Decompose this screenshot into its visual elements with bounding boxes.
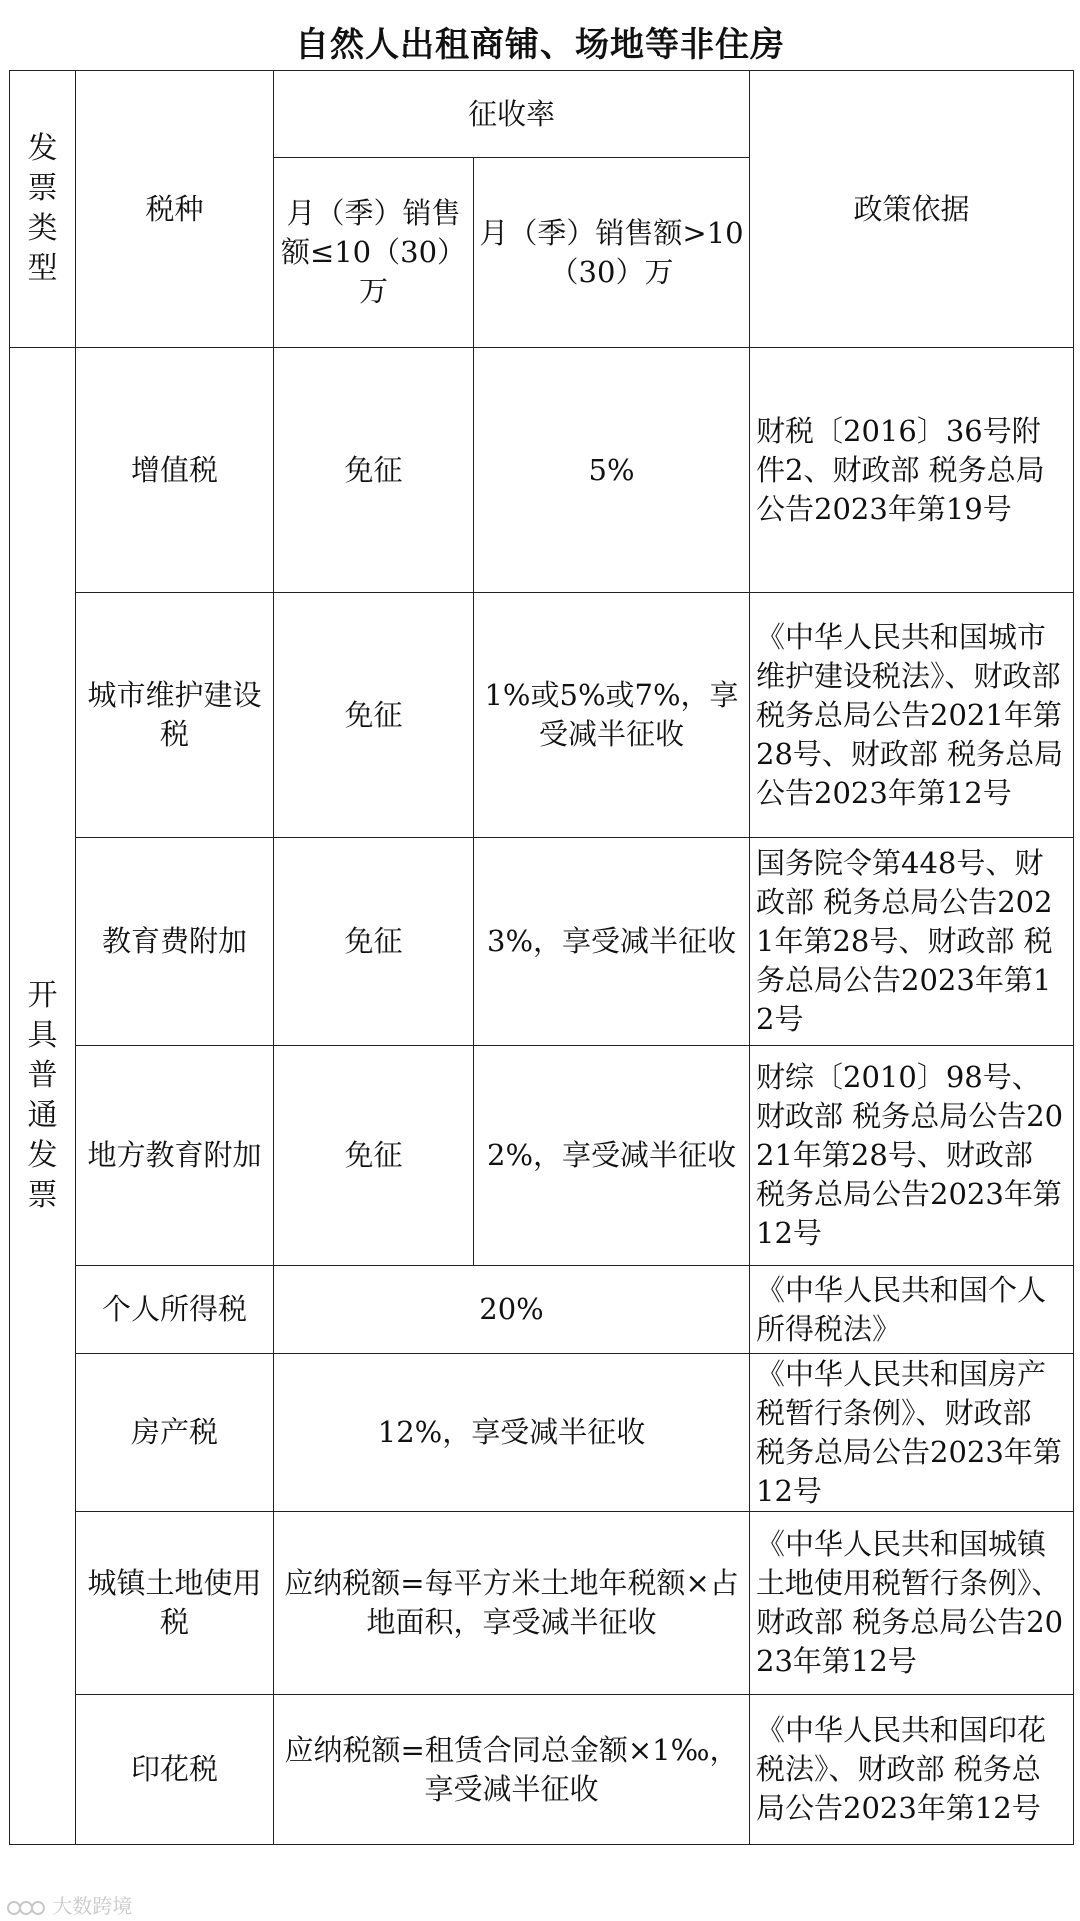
- rate-gt-cell: 1%或5%或7%，享受减半征收: [474, 593, 750, 838]
- tax-name-cell: 城市维护建设税: [76, 593, 274, 838]
- rate-gt-cell: 2%，享受减半征收: [474, 1046, 750, 1266]
- rate-cell: 12%，享受减半征收: [274, 1354, 750, 1512]
- tax-name-cell: 教育费附加: [76, 838, 274, 1046]
- header-rate-le: 月（季）销售额≤10（30）万: [274, 158, 474, 348]
- table-row: [10, 1046, 1074, 1266]
- policy-cell: 《中华人民共和国印花税法》、财政部 税务总局公告2023年第12号: [750, 1695, 1074, 1845]
- brand-logo-icon: [6, 1898, 46, 1918]
- table-row: [10, 348, 1074, 593]
- policy-cell: 财税〔2016〕36号附件2、财政部 税务总局公告2023年第19号: [750, 348, 1074, 593]
- rate-le-cell: 免征: [274, 348, 474, 593]
- table-row: [10, 593, 1074, 838]
- table-row: [10, 1695, 1074, 1845]
- table-row: [10, 838, 1074, 1046]
- policy-cell: 《中华人民共和国房产税暂行条例》、财政部 税务总局公告2023年第12号: [750, 1354, 1074, 1512]
- tax-table: [9, 70, 1074, 1845]
- policy-cell: 国务院令第448号、财政部 税务总局公告2021年第28号、财政部 税务总局公告2023年第12号: [750, 838, 1074, 1046]
- rate-gt-cell: 5%: [474, 348, 750, 593]
- header-rate-group: 征收率: [274, 71, 750, 158]
- rate-cell: 应纳税额=每平方米土地年税额×占地面积，享受减半征收: [274, 1512, 750, 1695]
- rate-gt-cell: 3%，享受减半征收: [474, 838, 750, 1046]
- rate-le-cell: 免征: [274, 1046, 474, 1266]
- rate-cell: 应纳税额=租赁合同总金额×1‰，享受减半征收: [274, 1695, 750, 1845]
- policy-cell: 财综〔2010〕98号、财政部 税务总局公告2021年第28号、财政部 税务总局公告2023年第12号: [750, 1046, 1074, 1266]
- tax-name-cell: 地方教育附加: [76, 1046, 274, 1266]
- tax-name-cell: 印花税: [76, 1695, 274, 1845]
- watermark-text: 大数跨境: [52, 1894, 133, 1918]
- policy-cell: 《中华人民共和国个人所得税法》: [750, 1266, 1074, 1354]
- tax-name-cell: 房产税: [76, 1354, 274, 1512]
- invoice-type-cell: 开具普通发票: [10, 348, 76, 1845]
- page-title: 自然人出租商铺、场地等非住房: [295, 25, 785, 65]
- header-rate-gt: 月（季）销售额>10（30）万: [474, 158, 750, 348]
- table-row: [10, 1512, 1074, 1695]
- tax-name-cell: 城镇土地使用税: [76, 1512, 274, 1695]
- tax-name-cell: 增值税: [76, 348, 274, 593]
- table-row: [10, 1266, 1074, 1354]
- tax-name-cell: 个人所得税: [76, 1266, 274, 1354]
- header-tax-type: 税种: [76, 71, 274, 348]
- policy-cell: 《中华人民共和国城镇土地使用税暂行条例》、财政部 税务总局公告2023年第12号: [750, 1512, 1074, 1695]
- watermark: [6, 1890, 132, 1919]
- header-row: [10, 71, 1074, 158]
- policy-cell: 《中华人民共和国城市维护建设税法》、财政部 税务总局公告2021年第28号、财政部 税务总局公告2023年第12号: [750, 593, 1074, 838]
- table-row: [10, 1354, 1074, 1512]
- rate-cell: 20%: [274, 1266, 750, 1354]
- rate-le-cell: 免征: [274, 838, 474, 1046]
- header-invoice-type: 发票类型: [10, 71, 76, 348]
- header-policy: 政策依据: [750, 71, 1074, 348]
- rate-le-cell: 免征: [274, 593, 474, 838]
